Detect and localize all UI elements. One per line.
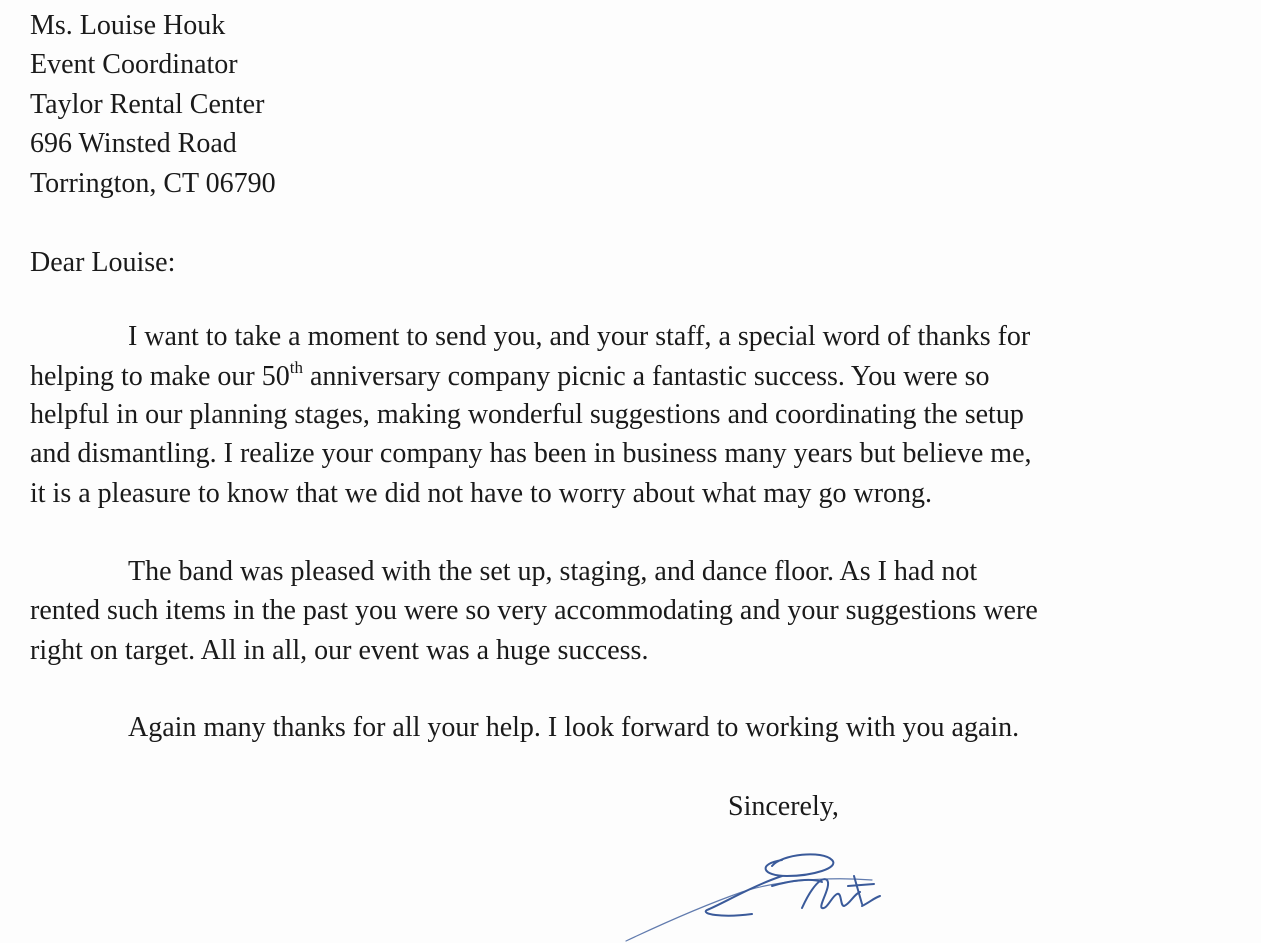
signature-stroke — [802, 879, 860, 908]
paragraph-line: right on target. All in all, our event was a huge success. — [30, 635, 649, 666]
recipient-name: Ms. Louise Houk — [30, 10, 226, 41]
recipient-city: Torrington, CT 06790 — [30, 168, 276, 199]
paragraph-line: Again many thanks for all your help. I look forward to working with you again. — [128, 712, 1020, 743]
text-run: helping to make our 50 — [30, 361, 290, 392]
recipient-company: Taylor Rental Center — [30, 89, 265, 120]
paragraph-line: helpful in our planning stages, making wonderful suggestions and coordinating the setup — [30, 399, 1024, 430]
paragraph-line — [30, 358, 990, 392]
closing: Sincerely, — [728, 791, 839, 822]
signature-stroke — [626, 879, 872, 941]
superscript: th — [289, 358, 303, 377]
recipient-title: Event Coordinator — [30, 49, 238, 80]
signature-stroke — [862, 896, 880, 906]
signature-image — [622, 846, 892, 943]
salutation: Dear Louise: — [30, 247, 176, 278]
signature-stroke — [706, 876, 782, 916]
paragraph-line: I want to take a moment to send you, and your staff, a special word of thanks for — [128, 321, 1031, 352]
recipient-street: 696 Winsted Road — [30, 128, 237, 159]
signature-stroke — [766, 854, 834, 876]
paragraph-line: and dismantling. I realize your company has been in business many years but believe me, — [30, 438, 1032, 469]
text-run: anniversary company picnic a fantastic success. You were so — [302, 361, 990, 392]
paragraph-line: The band was pleased with the set up, staging, and dance floor. As I had not — [128, 556, 978, 587]
paragraph-line: it is a pleasure to know that we did not have to worry about what may go wrong. — [30, 478, 933, 509]
paragraph-line: rented such items in the past you were so very accommodating and your suggestions were — [30, 595, 1038, 626]
